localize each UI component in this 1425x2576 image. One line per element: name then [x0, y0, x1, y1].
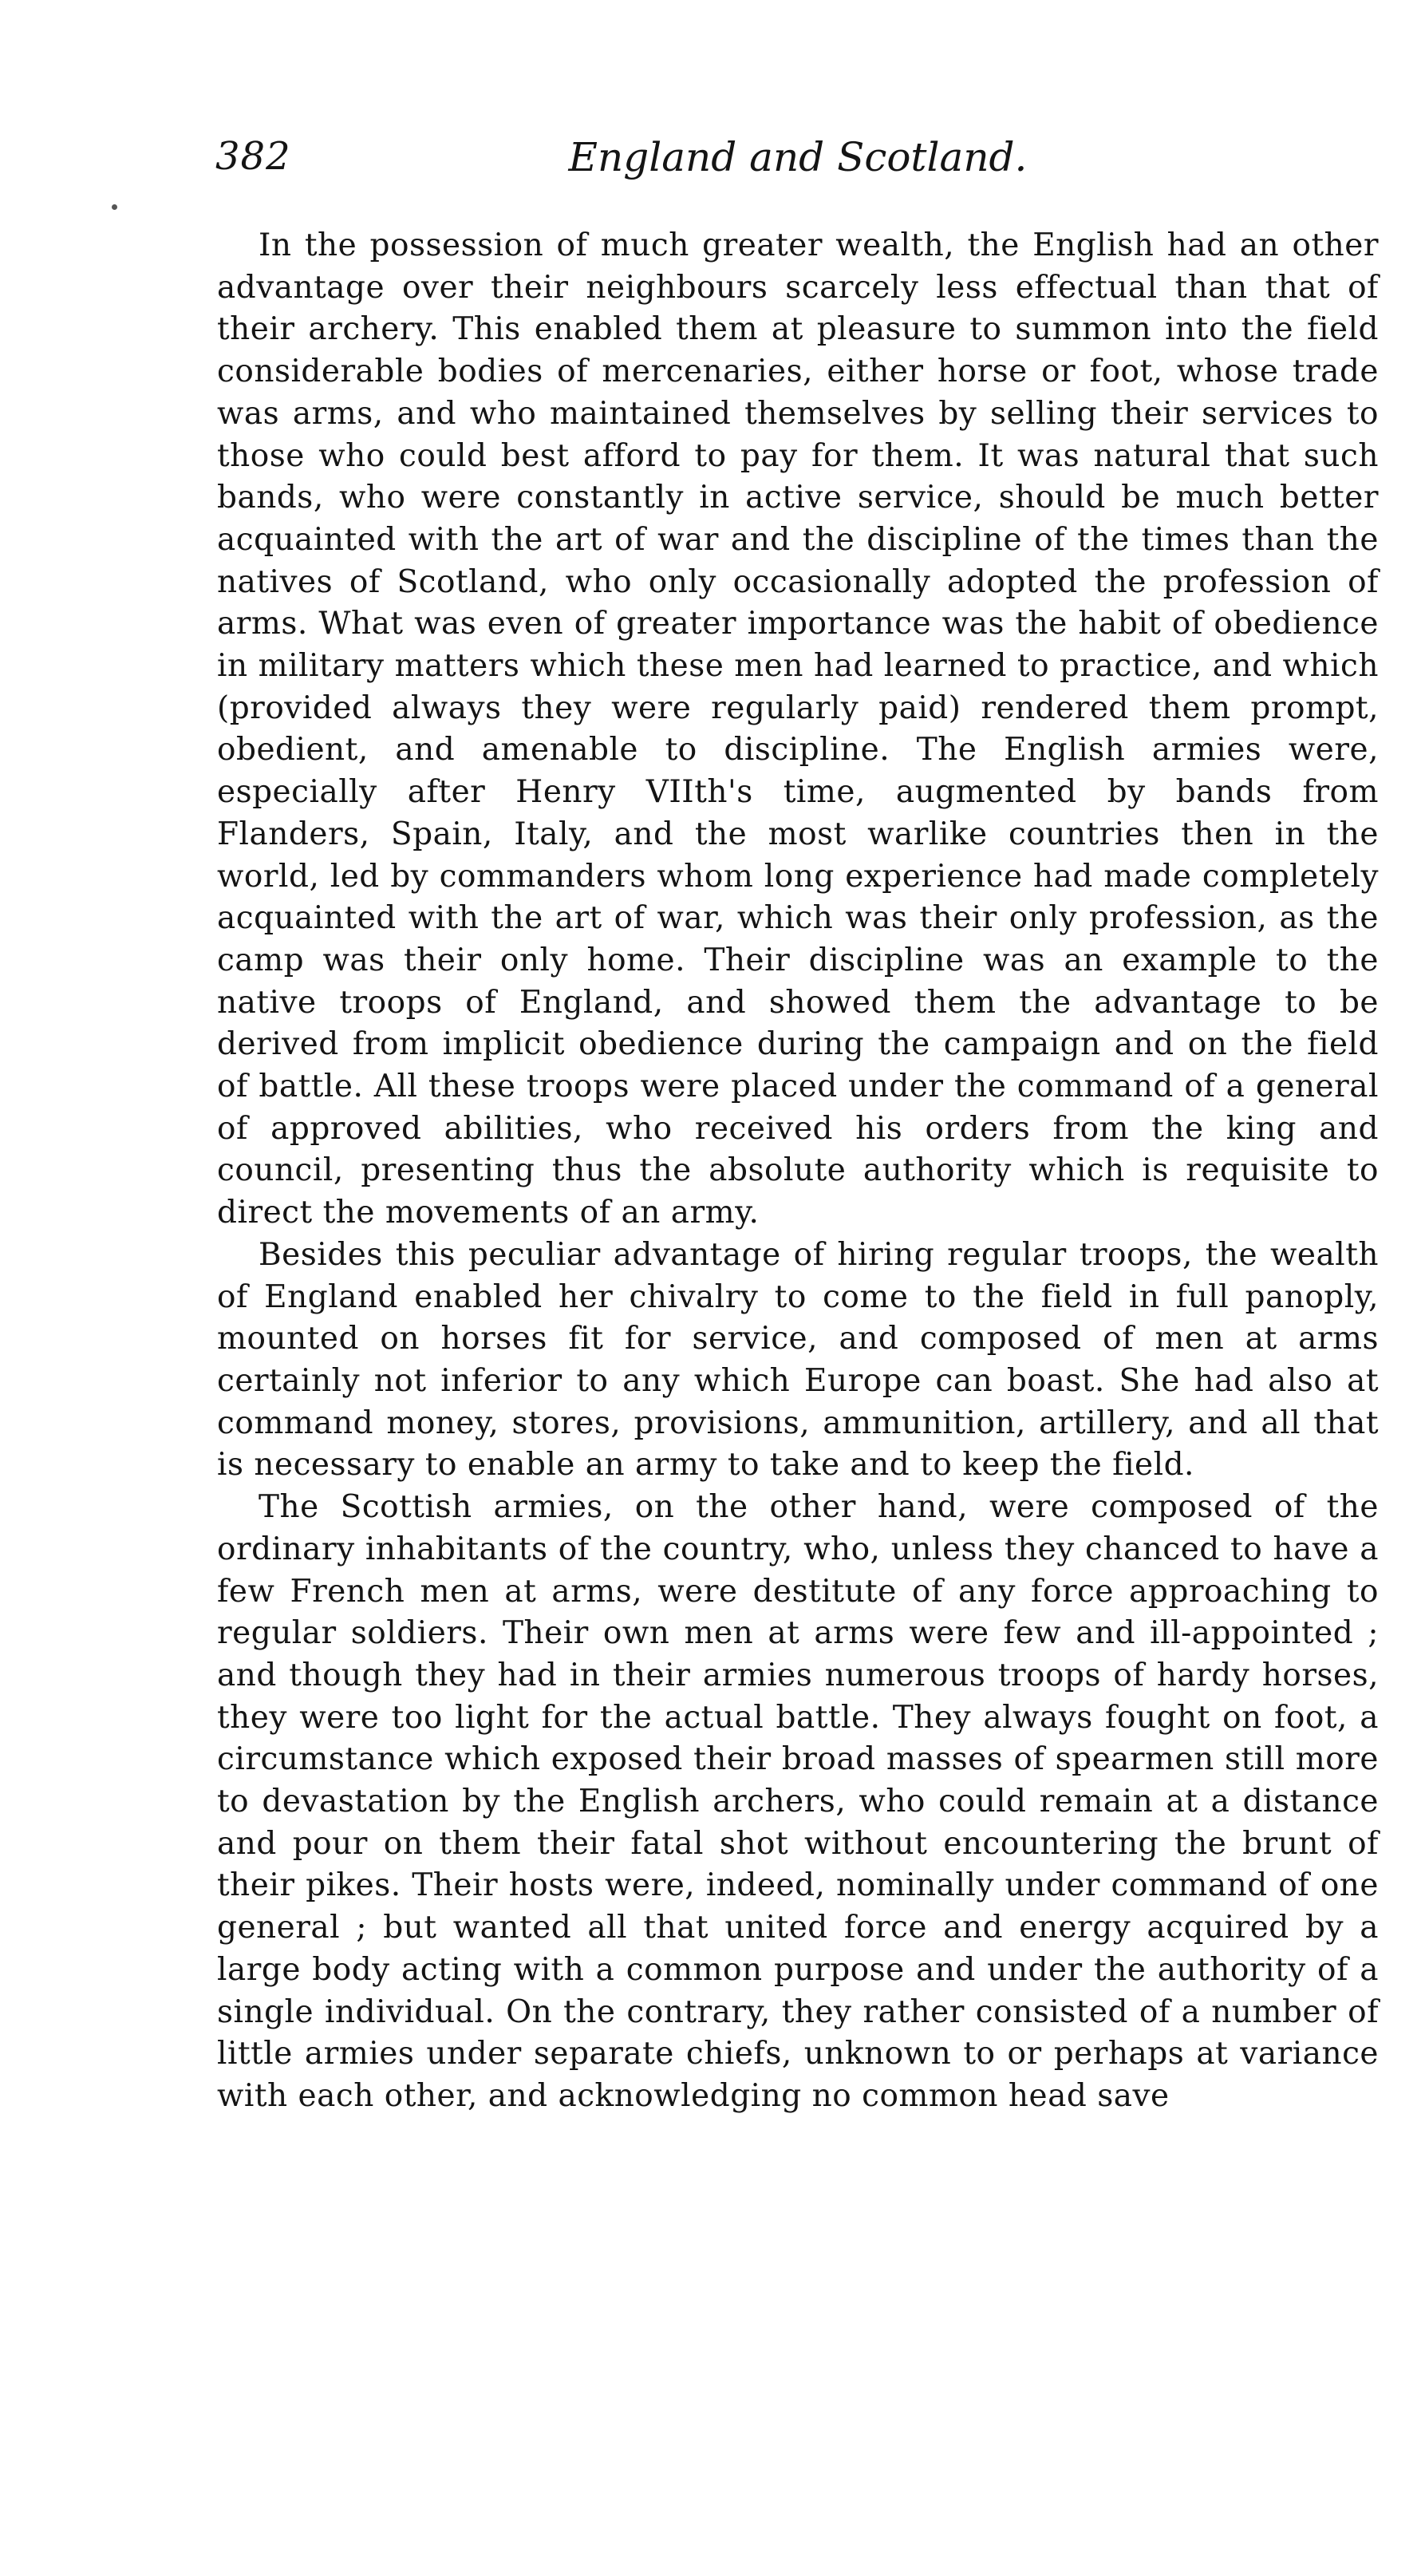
paragraph-3: The Scottish armies, on the other hand, were composed of the ordinary inhabitants of the country, who, unless they chanced to have a few French men at arms, were destitute of any force approaching to regular soldiers. Their own men at arms were few and ill-appointed ; and though they had in their armies numerous troops of hardy horses, they were too light for the actual battle. They always fought on foot, a circumstance which exposed their broad masses of spearmen still more to devastation by the English archers, who could remain at a distance and pour on them their fatal shot without encountering the brunt of their pikes. Their hosts were, indeed, nominally under command of one general ; but wanted all that united force and energy acquired by a large body acting with a common purpose and under the authority of a single individual. On the contrary, they rather consisted of a number of little armies under separate chiefs, unknown to or perhaps at variance with each other, and acknowledging no common head save	[217, 1489, 1379, 2114]
running-title: England and Scotland.	[568, 134, 1028, 180]
page-number: 382	[215, 134, 291, 179]
paragraph-2: Besides this peculiar advantage of hiring regular troops, the wealth of England enabled her chivalry to come to the field in full panoply, mounted on horses fit for service, and composed of men at arms certainly not inferior to any which Europe can boast. She had also at command money, stores, provisions, ammunition, artillery, and all that is necessary to enable an army to take and to keep the field.	[217, 1236, 1379, 1484]
body-text	[217, 225, 1379, 2118]
margin-speck	[112, 204, 117, 210]
running-head	[215, 134, 1380, 190]
paragraph-1: In the possession of much greater wealth, the English had an other advantage over their neighbours scarcely less effectual than that of their archery. This enabled them at pleasure to summon into the field considerable bodies of mercenaries, either horse or foot, whose trade was arms, and who maintained themselves by selling their services to those who could best afford to pay for them. It was natural that such bands, who were constantly in active service, should be much better acquainted with the art of war and the discipline of the times than the natives of Scotland, who only occasionally adopted the profession of arms. What was even of greater importance was the habit of obedience in military matters which these men had learned to practice, and which (provided always they were regularly paid) rendered them prompt, obedient, and amenable to discipline. The English armies were, especially after Henry VIIth's time, augmented by bands from Flanders, Spain, Italy, and the most warlike countries then in the world, led by commanders whom long experience had made completely acquainted with the art of war, which was their only profession, as the camp was their only home. Their discipline was an example to the native troops of England, and showed them the advantage to be derived from implicit obedience during the campaign and on the field of battle. All these troops were placed under the command of a general of approved abilities, who received his orders from the king and council, presenting thus the absolute authority which is requisite to direct the movements of an army.	[217, 227, 1379, 1231]
